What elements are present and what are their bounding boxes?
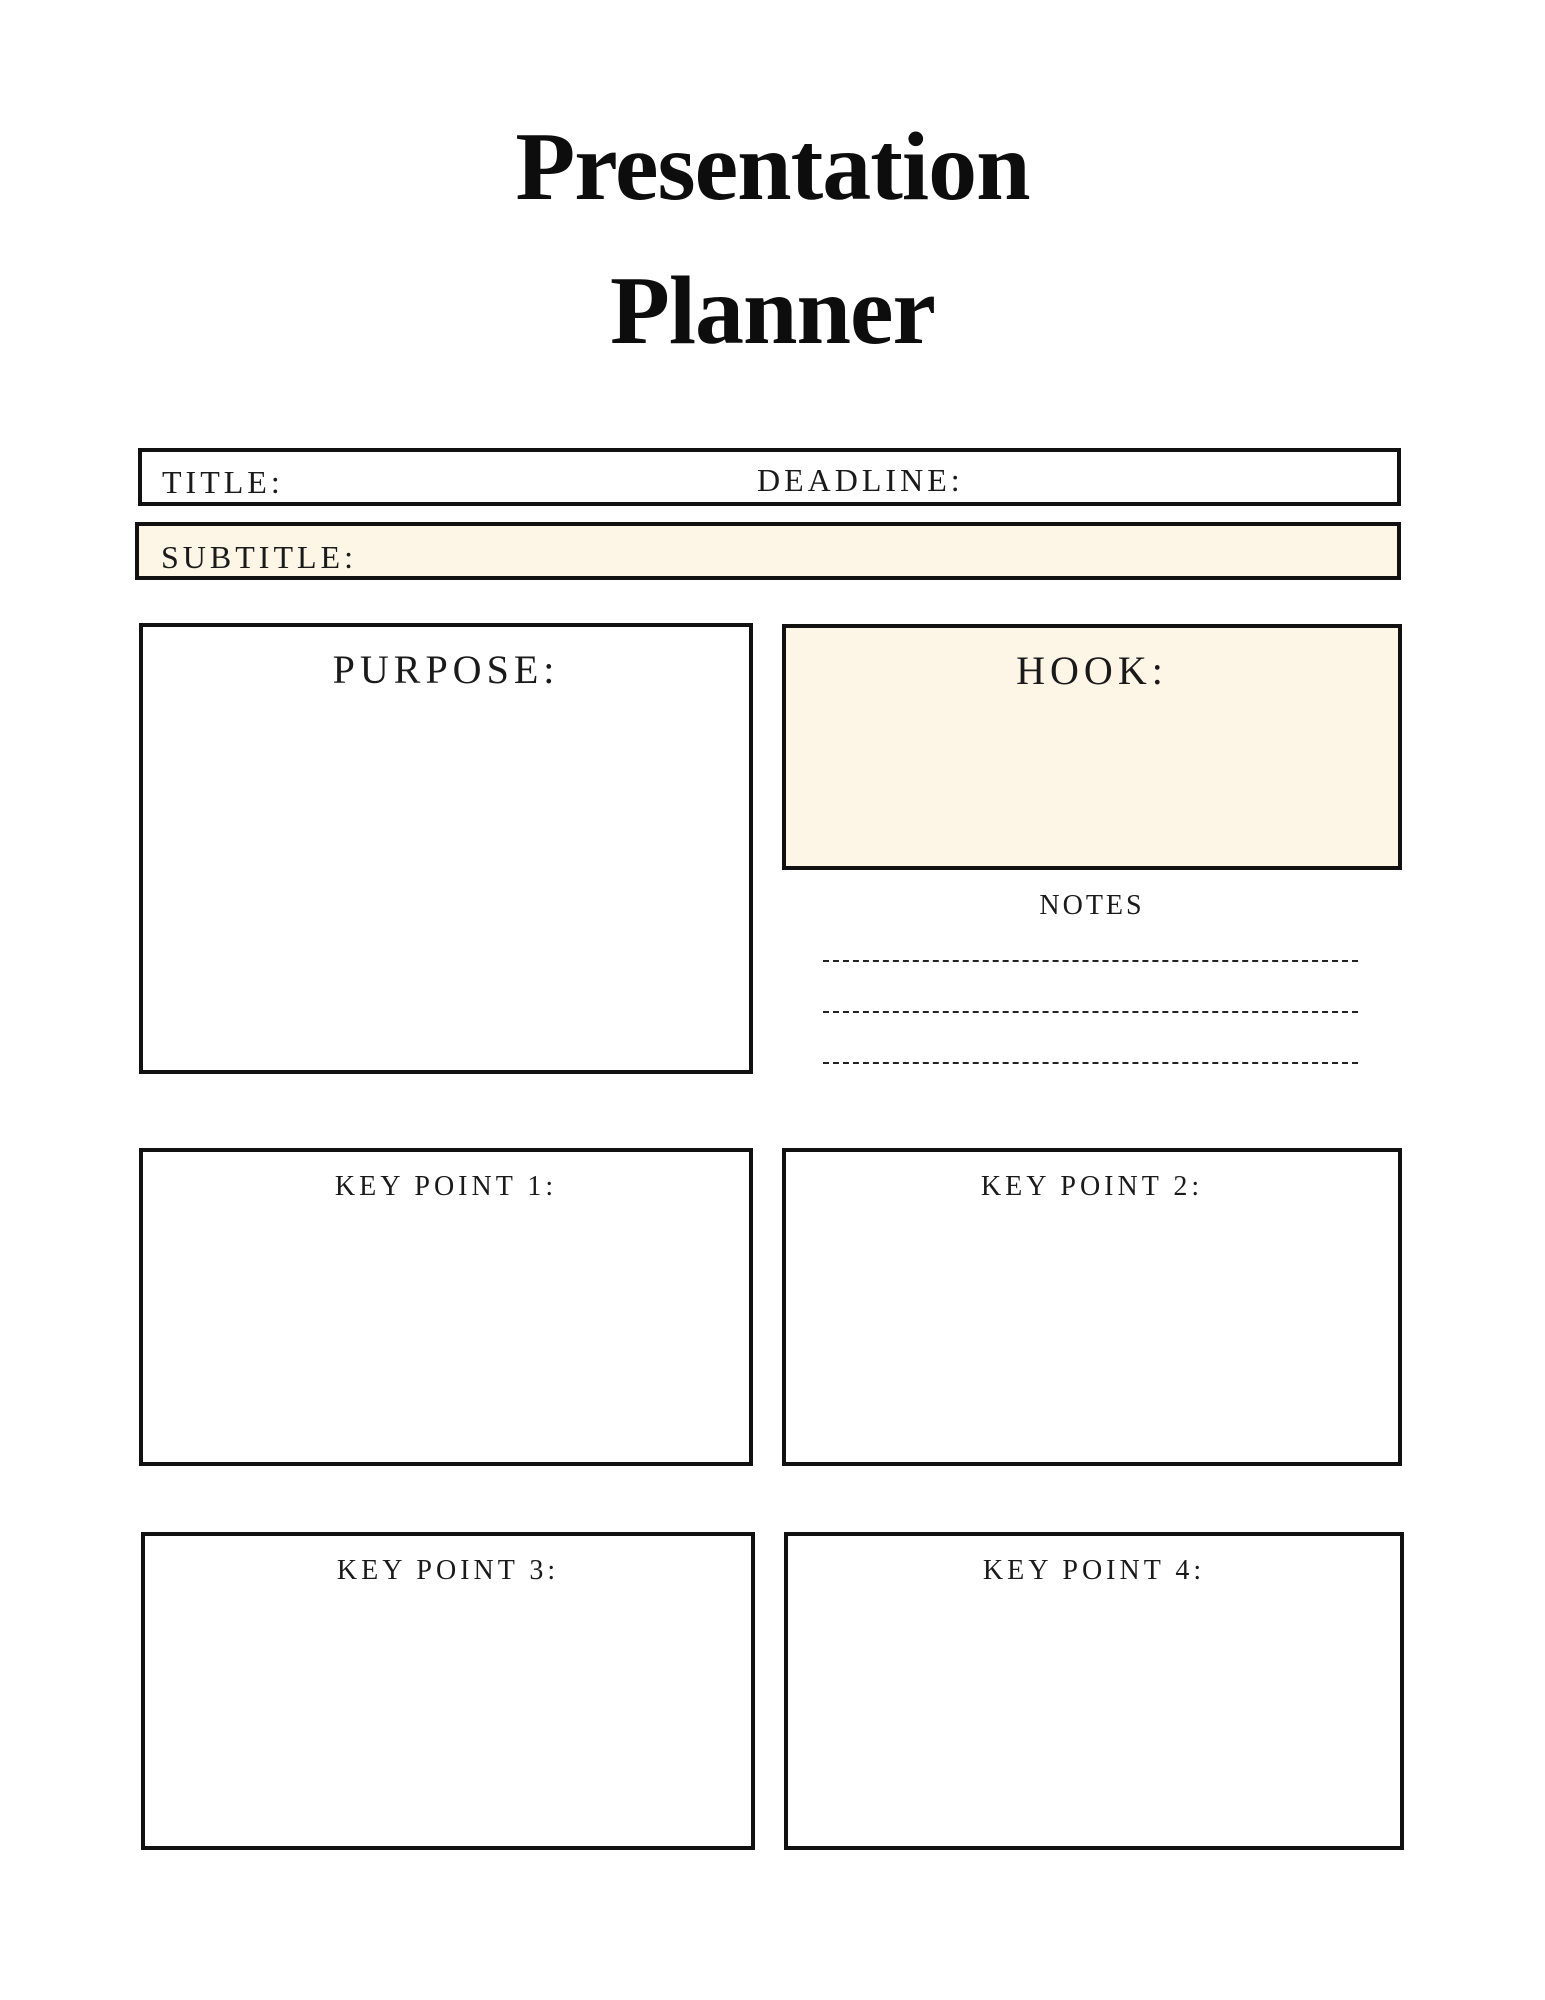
subtitle-field[interactable] — [135, 522, 1401, 580]
key-point-4-box[interactable] — [784, 1532, 1404, 1850]
key-point-2-label: KEY POINT 2: — [980, 1171, 1204, 1202]
hook-box[interactable] — [782, 624, 1402, 870]
key-point-1-label: KEY POINT 1: — [334, 1171, 558, 1202]
notes-line-1[interactable] — [823, 960, 1358, 962]
page-title-line-1: Presentation — [515, 113, 1030, 221]
key-point-3-label: KEY POINT 3: — [336, 1555, 560, 1586]
key-point-2-box[interactable] — [782, 1148, 1402, 1466]
key-point-4-label: KEY POINT 4: — [982, 1555, 1206, 1586]
notes-line-2[interactable] — [823, 1011, 1358, 1013]
hook-heading: HOOK: — [1016, 648, 1168, 693]
title-label: TITLE: — [162, 464, 284, 500]
purpose-heading: PURPOSE: — [332, 647, 560, 692]
key-point-3-box[interactable] — [141, 1532, 755, 1850]
page-title-line-2: Planner — [609, 257, 936, 365]
key-point-1-box[interactable] — [139, 1148, 753, 1466]
notes-line-3[interactable] — [823, 1062, 1358, 1064]
deadline-label: DEADLINE: — [757, 462, 964, 498]
purpose-box[interactable] — [139, 623, 753, 1074]
subtitle-label: SUBTITLE: — [161, 539, 357, 575]
notes-label: NOTES — [1039, 890, 1145, 921]
title-deadline-field[interactable] — [138, 448, 1401, 506]
